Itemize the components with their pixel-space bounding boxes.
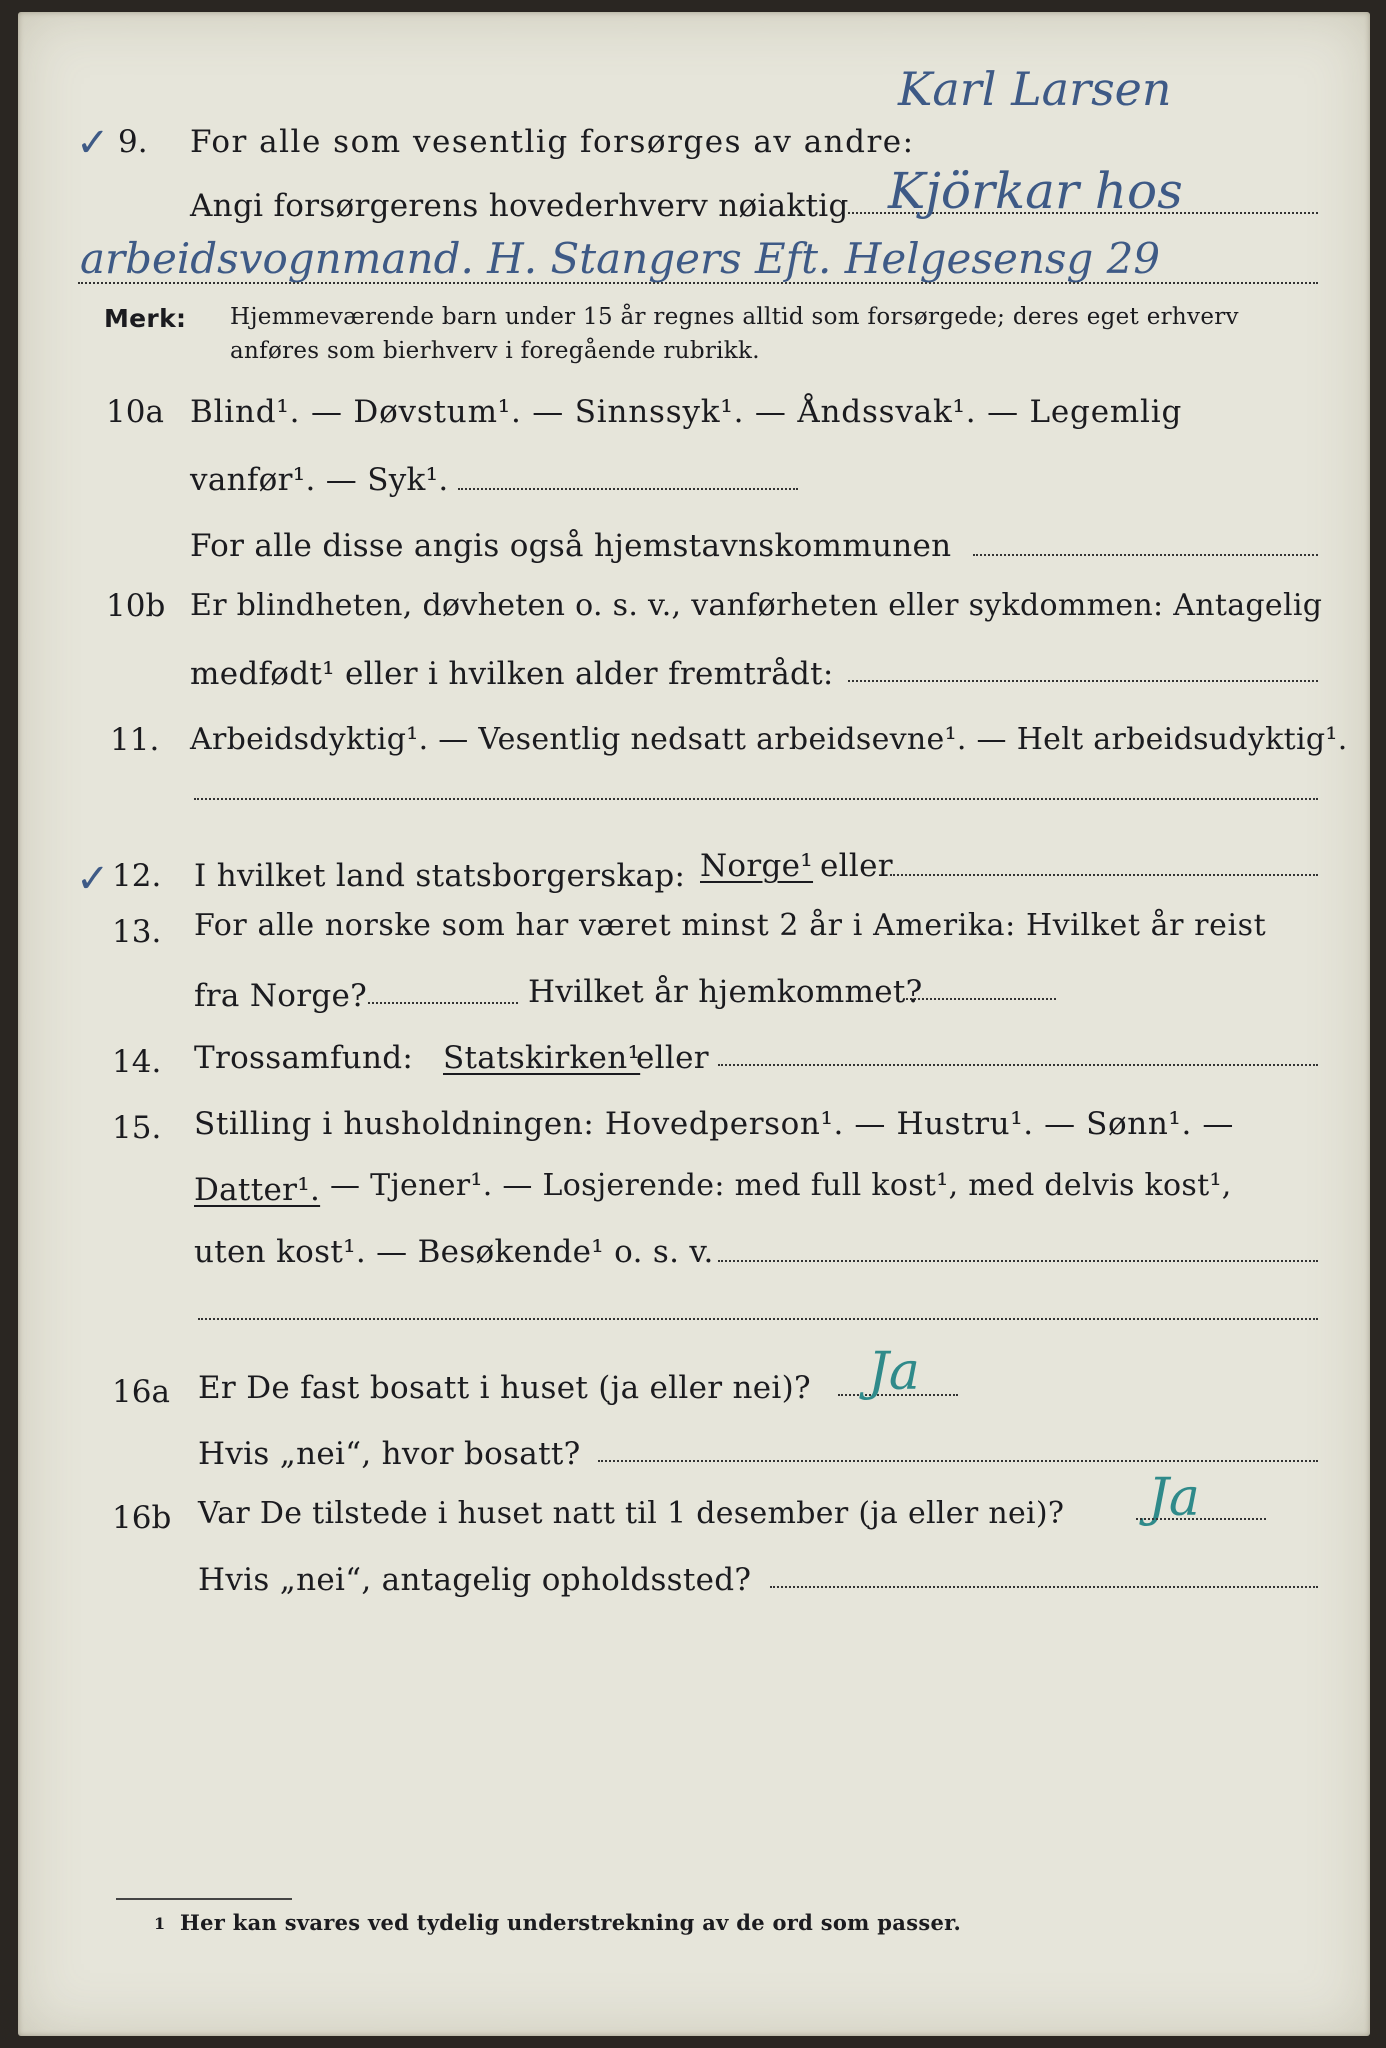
q16a-number: 16a xyxy=(112,1374,170,1410)
merk-line1: Hjemmeværende barn under 15 år regnes alltid som forsørgede; deres eget erhverv xyxy=(230,304,1239,330)
q10b-line2: medfødt¹ eller i hvilken alder fremtrådt: xyxy=(190,656,834,692)
footnote-mark: 1 xyxy=(154,1914,166,1933)
q12-eller: eller xyxy=(820,848,893,884)
q12-norge: Norge¹ xyxy=(700,848,814,884)
q14-eller: eller xyxy=(636,1040,709,1076)
q15-answer-line-2 xyxy=(198,1318,1318,1320)
q9-line1: For alle som vesentlig forsørges av andre: xyxy=(190,124,915,160)
q16b-answer-line-2 xyxy=(770,1586,1318,1588)
q11-line1: Arbeidsdyktig¹. — Vesentlig nedsatt arbeidsevne¹. — Helt arbeidsudyktig¹. xyxy=(190,722,1348,757)
q10a-answer-line-1 xyxy=(458,488,798,490)
checkmark-icon: ✓ xyxy=(76,856,110,902)
footnote-text: Her kan svares ved tydelig understrekning av de ord som passer. xyxy=(180,1910,962,1935)
q16b-number: 16b xyxy=(112,1500,172,1536)
checkmark-icon: ✓ xyxy=(76,120,110,166)
q15-answer-line-1 xyxy=(718,1260,1318,1262)
q10b-number: 10b xyxy=(106,588,166,624)
q12-text: I hvilket land statsborgerskap: xyxy=(194,858,686,894)
q14-number: 14. xyxy=(112,1044,162,1080)
q10a-line2: vanfør¹. — Syk¹. xyxy=(190,462,449,498)
q9-number: 9. xyxy=(118,124,148,160)
q16b-line2: Hvis „nei“, antagelig opholdssted? xyxy=(198,1562,752,1598)
merk-label: Merk: xyxy=(104,304,187,333)
handwritten-answer-16b: Ja xyxy=(1148,1468,1200,1528)
q10a-answer-line-2 xyxy=(973,554,1318,556)
q10a-number: 10a xyxy=(106,394,164,430)
footnote-rule xyxy=(116,1898,292,1900)
q10b-line1: Er blindheten, døvheten o. s. v., vanførheten eller sykdommen: Antagelig xyxy=(190,588,1323,623)
q9-answer-line-2 xyxy=(78,282,1318,284)
q15-line2rest: — Tjener¹. — Losjerende: med full kost¹, med delvis kost¹, xyxy=(330,1168,1232,1203)
q13-answer-line-2 xyxy=(906,998,1056,1000)
q11-number: 11. xyxy=(110,722,160,758)
q14-answer-line xyxy=(718,1064,1318,1066)
handwritten-name: Karl Larsen xyxy=(898,62,1172,116)
handwritten-occupation-2: arbeidsvognmand. H. Stangers Eft. Helgesensg 29 xyxy=(80,234,1161,283)
census-form-page xyxy=(18,12,1370,2036)
q9-line2: Angi forsørgerens hovederhverv nøiaktig xyxy=(190,188,849,224)
q16a-answer-line-2 xyxy=(598,1460,1318,1462)
q12-number: 12. xyxy=(112,858,162,894)
q13-line2a: fra Norge? xyxy=(194,978,368,1014)
q13-number: 13. xyxy=(112,914,162,950)
q16b-answer-line xyxy=(1136,1518,1266,1520)
q10a-line3: For alle disse angis også hjemstavnskommunen xyxy=(190,528,952,564)
handwritten-answer-16a: Ja xyxy=(868,1342,920,1402)
q11-answer-line xyxy=(194,798,1318,800)
handwritten-occupation-1: Kjörkar hos xyxy=(888,162,1183,220)
q13-line2b: Hvilket år hjemkommet? xyxy=(528,974,923,1010)
q16a-line1: Er De fast bosatt i huset (ja eller nei)? xyxy=(198,1370,811,1406)
q10b-answer-line xyxy=(848,680,1318,682)
q16b-line1: Var De tilstede i huset natt til 1 desember (ja eller nei)? xyxy=(198,1496,1065,1531)
q15-line3: uten kost¹. — Besøkende¹ o. s. v. xyxy=(194,1234,714,1270)
q14-text: Trossamfund: xyxy=(194,1040,414,1076)
merk-line2: anføres som bierhverv i foregående rubrikk. xyxy=(230,338,760,364)
q15-number: 15. xyxy=(112,1110,162,1146)
q13-answer-line-1 xyxy=(368,1002,518,1004)
q15-datter: Datter¹. xyxy=(194,1172,321,1208)
q14-statskirken: Statskirken¹ xyxy=(443,1040,641,1076)
q13-line1: For alle norske som har været minst 2 år i Amerika: Hvilket år reist xyxy=(194,908,1267,943)
q10a-line1: Blind¹. — Døvstum¹. — Sinnssyk¹. — Åndssvak¹. — Legemlig xyxy=(190,394,1183,430)
q16a-line2: Hvis „nei“, hvor bosatt? xyxy=(198,1436,581,1472)
q15-line1: Stilling i husholdningen: Hovedperson¹. — Hustru¹. — Sønn¹. — xyxy=(194,1106,1234,1142)
q12-answer-line xyxy=(890,874,1318,876)
